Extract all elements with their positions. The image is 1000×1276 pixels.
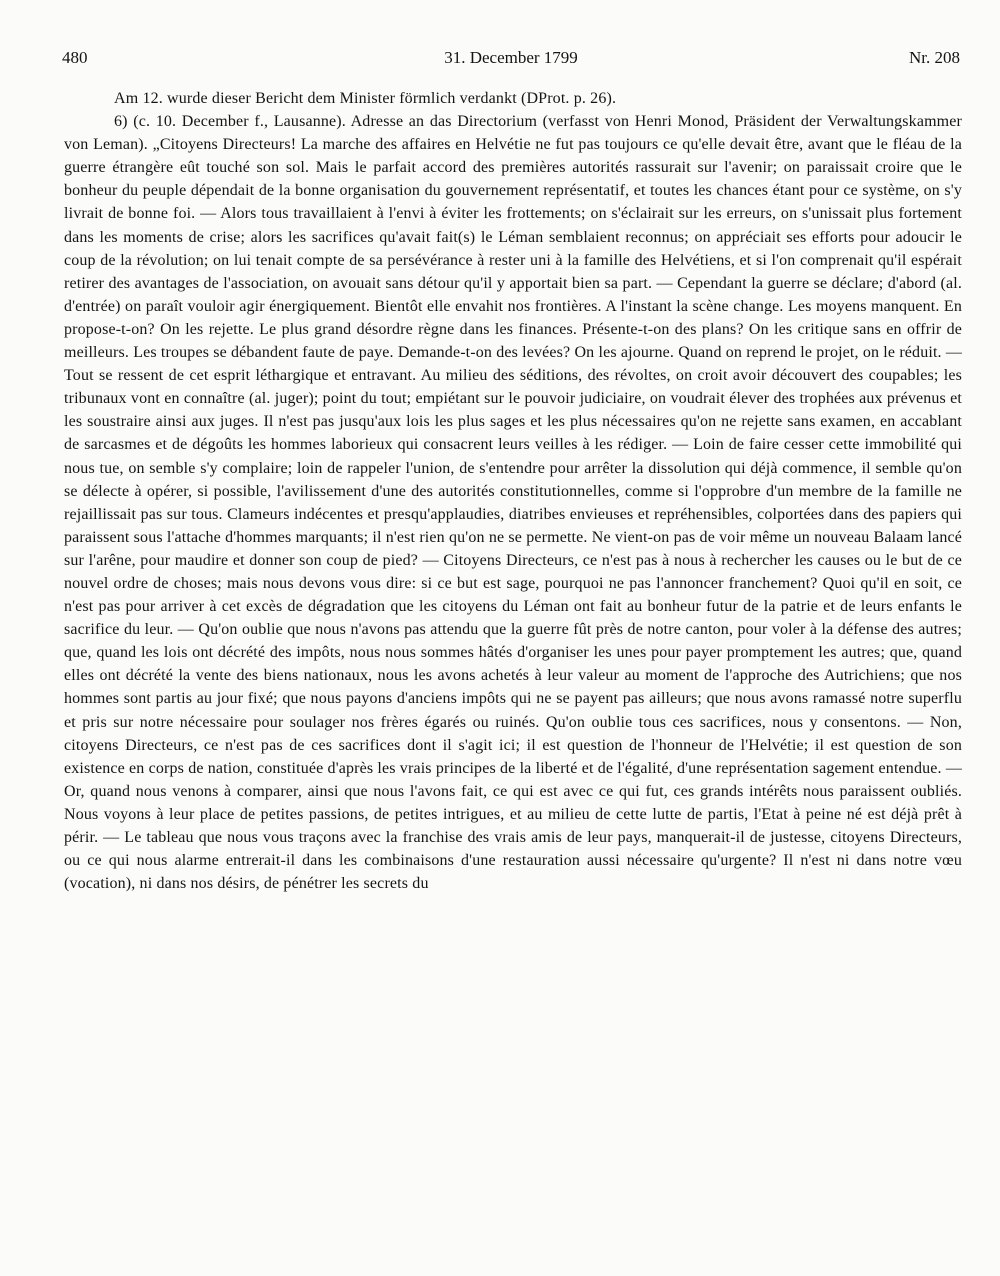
page-number: 480 [62,48,88,67]
page-header [62,48,960,74]
body-text [64,87,962,895]
paragraph-2: 6) (c. 10. December f., Lausanne). Adresse an das Directorium (verfasst von Henri Monod, Präsident der Verwaltungskammer von Leman). „Citoyens Directeurs! La marche des affaires en Helvétie ne fut pas toujours ce qu'elle devait être, avant que le fléau de la guerre étrangère eût touché son sol. Mais le parfait accord des premières autorités rassurait sur l'avenir; on paraissait croire que le bonheur du peuple dépendait de la bonne organisation du gouvernement représentatif, et toutes les chances étant pour ce système, on s'y livrait de bonne foi. — Alors tous travaillaient à l'envi à éviter les frottements; on s'éclairait sur les erreurs, on s'unissait plus fortement dans les moments de crise; alors les sacrifices qu'avait fait(s) le Léman semblaient reconnus; on appréciait ses efforts pour adoucir le coup de la révolution; on lui tenait compte de sa persévérance à rester uni à la famille des Helvétiens, et si l'on comprenait qu'il espérait retirer des avantages de l'association, on avouait sans détour qu'il y apportait bien sa part. — Cependant la guerre se déclare; d'abord (al. d'entrée) on paraît vouloir agir énergiquement. Bientôt elle envahit nos frontières. A l'instant la scène change. Les moyens manquent. En propose-t-on? On les rejette. Le plus grand désordre règne dans les finances. Présente-t-on des plans? On les critique sans en offrir de meilleurs. Les troupes se débandent faute de paye. Demande-t-on des levées? On les ajourne. Quand on reprend le projet, on le réduit. — Tout se ressent de cet esprit léthargique et entravant. Au milieu des séditions, des révoltes, on croit avoir découvert des coupables; les tribunaux vont en connaître (al. juger); point du tout; empiétant sur le pouvoir judiciaire, on voudrait élever des trophées aux prévenus et les soustraire ainsi aux juges. Il n'est pas jusqu'aux lois les plus sages et les plus nécessaires qu'on ne rejette sans examen, en accablant de sarcasmes et de dégoûts les hommes laborieux qui consacrent leurs veilles à les rédiger. — Loin de faire cesser cette immobilité qui nous tue, on semble s'y complaire; loin de rappeler l'union, de s'entendre pour arrêter la dissolution qui déjà commence, il semble qu'on se délecte à opérer, si possible, l'avilissement d'une des autorités constitutionnelles, comme si l'opprobre d'un membre de la famille ne rejaillissait pas sur tous. Clameurs indécentes et presqu'applaudies, diatribes envieuses et repréhensibles, colportées dans des papiers qui paraissent sous l'attache d'hommes marquants; il n'est rien qu'on ne se permette. Ne vient-on pas de voir même un nouveau Balaam lancé sur l'arêne, pour maudire et donner son coup de pied? — Citoyens Directeurs, ce n'est pas à nous à rechercher les causes ou le but de ce nouvel ordre de choses; mais nous devons vous dire: si ce but est sage, pourquoi ne pas l'annoncer franchement? Quoi qu'il en soit, ce n'est pas pour arriver à cet excès de dégradation que les citoyens du Léman ont fait au bonheur futur de la patrie et de leurs enfants le sacrifice du leur. — Qu'on oublie que nous n'avons pas attendu que la guerre fût près de notre canton, pour voler à la défense des autres; que, quand les lois ont décrété des impôts, nous nous sommes hâtés d'organiser les unes pour payer promptement les autres; que, quand elles ont décrété la vente des biens nationaux, nous les avons achetés à leur valeur au moment de l'approche des Autrichiens; que nos hommes sont partis au jour fixé; que nous payons d'anciens impôts qui ne se payent pas ailleurs; que nous avons ramassé notre superflu et pris sur notre nécessaire pour soulager nos frères égarés ou ruinés. Qu'on oublie tous ces sacrifices, nous y consentons. — Non, citoyens Directeurs, ce n'est pas de ces sacrifices dont il s'agit ici; il est question de l'honneur de l'Helvétie; il est question de son existence en corps de nation, constituée d'après les vrais principes de la liberté et de l'égalité, d'une représentation sagement entendue. — Or, quand nous venons à comparer, ainsi que nous l'avons fait, ce qui est avec ce qui fut, ces grands intérêts nous paraissent oubliés. Nous voyons à leur place de petites passions, de petites intrigues, et au milieu de cette lutte de partis, l'Etat à peine né est déjà prêt à périr. — Le tableau que nous vous traçons avec la franchise des vrais amis de leur pays, manquerait-il de justesse, citoyens Directeurs, ou ce qui nous alarme entrerait-il dans les combinaisons d'une restauration aussi nécessaire qu'urgente? Il n'est ni dans notre vœu (vocation), ni dans nos désirs, de pénétrer les secrets du [64,113,962,893]
document-number: Nr. 208 [909,48,960,67]
paragraph-1: Am 12. wurde dieser Bericht dem Minister förmlich verdankt (DProt. p. 26). [114,90,617,107]
header-date: 31. December 1799 [444,48,578,67]
